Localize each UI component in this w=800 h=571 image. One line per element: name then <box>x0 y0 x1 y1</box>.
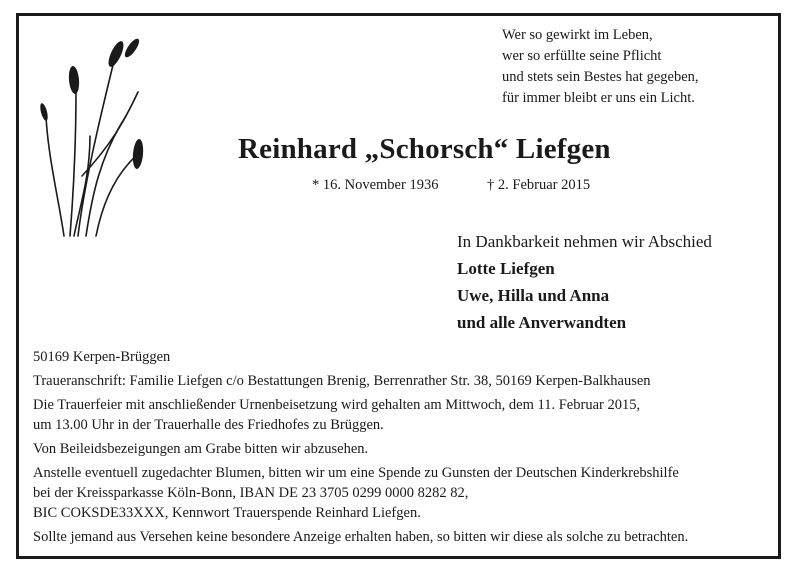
verse-line: Wer so gewirkt im Leben, <box>502 27 653 43</box>
memorial-verse <box>502 25 699 109</box>
death-date: † 2. Februar 2015 <box>487 177 591 193</box>
ceremony-info <box>33 395 773 435</box>
birth-date: * 16. November 1936 <box>312 177 439 193</box>
ceremony-line: Die Trauerfeier mit anschließender Urnenbeisetzung wird gehalten am Mittwoch, dem 11. Februar 2015, <box>33 397 641 413</box>
ceremony-line: um 13.00 Uhr in der Trauerhalle des Friedhofes zu Brüggen. <box>33 417 384 433</box>
verse-line: und stets sein Bestes hat gegeben, <box>502 69 699 85</box>
wheat-icon <box>40 36 152 242</box>
mourner-name: Uwe, Hilla und Anna <box>457 286 610 305</box>
details-text <box>33 347 773 551</box>
verse-line: für immer bleibt er uns ein Licht. <box>502 90 695 106</box>
mourner-name: und alle Anverwandten <box>457 313 627 332</box>
mourning-address: Traueranschrift: Familie Liefgen c/o Bestattungen Brenig, Berrenrather Str. 38, 50169 Kerpen-Balkhausen <box>33 373 651 389</box>
mourners-block <box>457 228 712 336</box>
donation-info <box>33 463 773 523</box>
donation-line: BIC COKSDE33XXX, Kennwort Trauerspende Reinhard Liefgen. <box>33 505 421 521</box>
mourners-intro: In Dankbarkeit nehmen wir Abschied <box>457 232 712 251</box>
condolences-note: Von Beileidsbezeigungen am Grabe bitten wir abzusehen. <box>33 441 369 457</box>
mourner-name: Lotte Liefgen <box>457 259 555 278</box>
place: 50169 Kerpen-Brüggen <box>33 349 171 365</box>
verse-line: wer so erfüllte seine Pflicht <box>502 48 662 64</box>
donation-line: bei der Kreissparkasse Köln-Bonn, IBAN DE 23 3705 0299 0000 8282 82, <box>33 485 469 501</box>
deceased-name: Reinhard „Schorsch“ Liefgen <box>238 133 611 165</box>
donation-line: Anstelle eventuell zugedachter Blumen, bitten wir um eine Spende zu Gunsten der Deutschen Kinderkrebshilfe <box>33 465 679 481</box>
closing-notice: Sollte jemand aus Versehen keine besondere Anzeige erhalten haben, so bitten wir diese als solche zu betrachten. <box>33 529 689 545</box>
